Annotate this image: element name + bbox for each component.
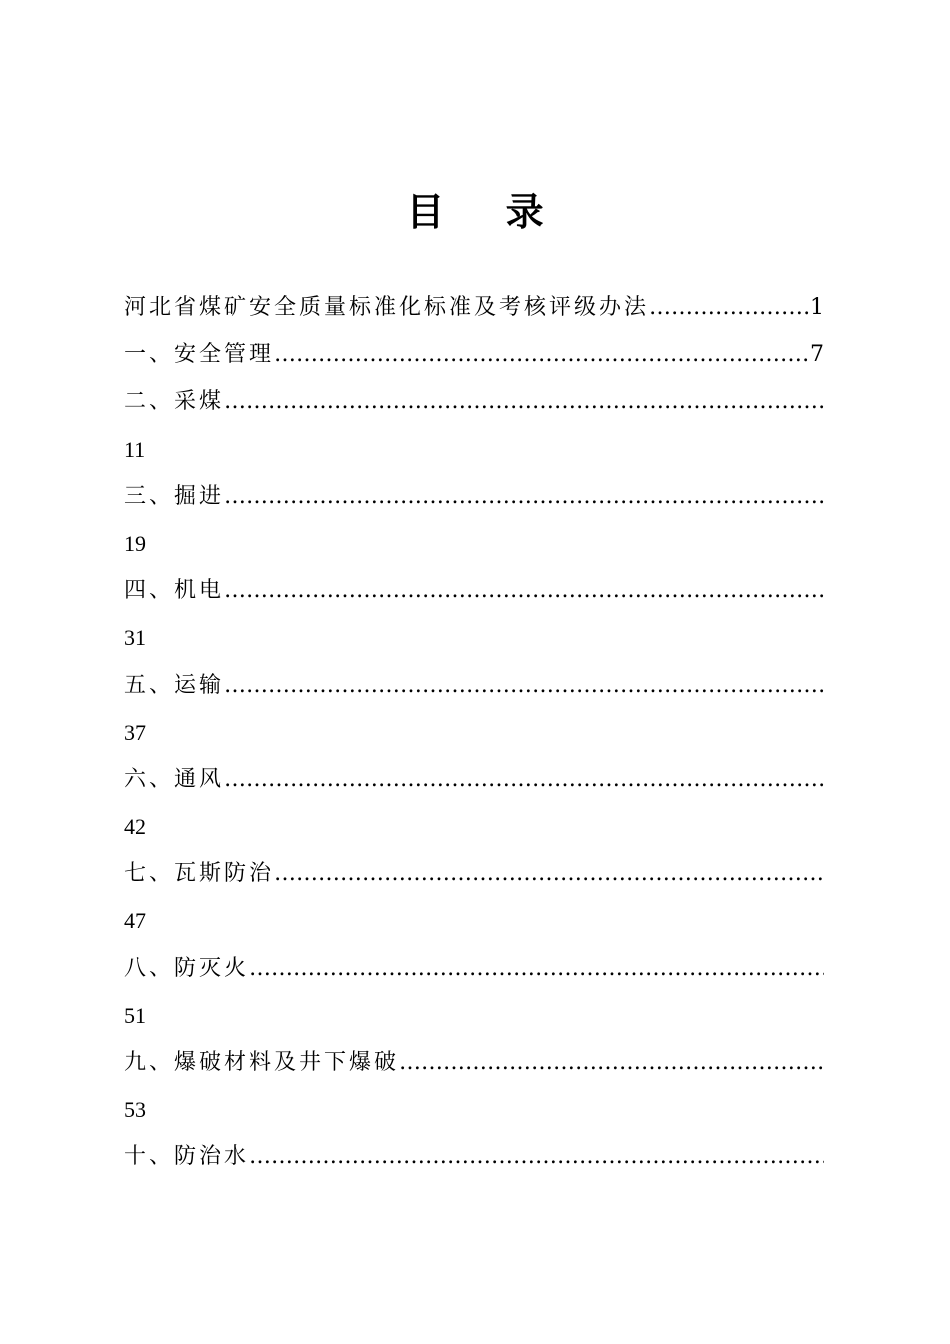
toc-entry-page: 42 bbox=[124, 814, 146, 840]
toc-entry[interactable] bbox=[124, 473, 824, 520]
toc-leader-dots bbox=[274, 331, 810, 378]
toc-entry[interactable] bbox=[124, 1133, 824, 1180]
toc-leader-dots bbox=[399, 1039, 824, 1086]
toc-entry[interactable] bbox=[124, 331, 824, 378]
toc-entry-page: 53 bbox=[124, 1097, 146, 1123]
toc-entry-page: 51 bbox=[124, 1002, 146, 1028]
page-title: 目 录 bbox=[406, 189, 568, 234]
toc-entry[interactable] bbox=[124, 756, 824, 803]
toc-leader-dots bbox=[224, 378, 824, 425]
toc-entry[interactable] bbox=[124, 662, 824, 709]
toc-leader-dots bbox=[249, 1133, 824, 1180]
toc-leader-dots bbox=[224, 473, 824, 520]
toc-entry-label: 三、掘进 bbox=[124, 483, 225, 509]
toc-leader-dots bbox=[249, 945, 824, 992]
toc-entry-page: 1 bbox=[810, 295, 824, 320]
toc-entry-page: 31 bbox=[124, 625, 146, 651]
toc-entry-label: 十、防治水 bbox=[124, 1144, 250, 1170]
toc-entry[interactable] bbox=[124, 567, 824, 614]
toc-entry-label: 四、机电 bbox=[124, 578, 225, 604]
toc-entry[interactable] bbox=[124, 1039, 824, 1086]
toc-leader-dots bbox=[274, 850, 824, 897]
toc-entry-page: 11 bbox=[124, 436, 146, 462]
toc-leader-dots bbox=[224, 567, 824, 614]
toc-entry-label: 一、安全管理 bbox=[124, 342, 275, 368]
toc-leader-dots bbox=[649, 284, 810, 331]
toc-entry-label: 六、通风 bbox=[124, 766, 225, 792]
toc-entry-label: 八、防灭火 bbox=[124, 955, 250, 981]
toc-entry[interactable] bbox=[124, 850, 824, 897]
toc-entry-page: 7 bbox=[810, 342, 824, 368]
toc-entry-label: 九、爆破材料及井下爆破 bbox=[124, 1050, 400, 1075]
table-of-contents bbox=[124, 284, 824, 1181]
toc-entry-page: 47 bbox=[124, 908, 146, 934]
toc-entry-label: 五、运输 bbox=[124, 672, 225, 698]
toc-entry-label: 七、瓦斯防治 bbox=[124, 861, 275, 887]
toc-leader-dots bbox=[224, 756, 824, 803]
toc-leader-dots bbox=[224, 662, 824, 709]
toc-entry-page: 19 bbox=[124, 530, 146, 556]
toc-entry[interactable] bbox=[124, 378, 824, 425]
toc-entry-label: 二、采煤 bbox=[124, 389, 225, 415]
toc-entry[interactable] bbox=[124, 284, 824, 331]
toc-entry-page: 37 bbox=[124, 719, 146, 745]
toc-entry[interactable] bbox=[124, 945, 824, 992]
toc-entry-label: 河北省煤矿安全质量标准化标准及考核评级办法 bbox=[124, 295, 650, 320]
